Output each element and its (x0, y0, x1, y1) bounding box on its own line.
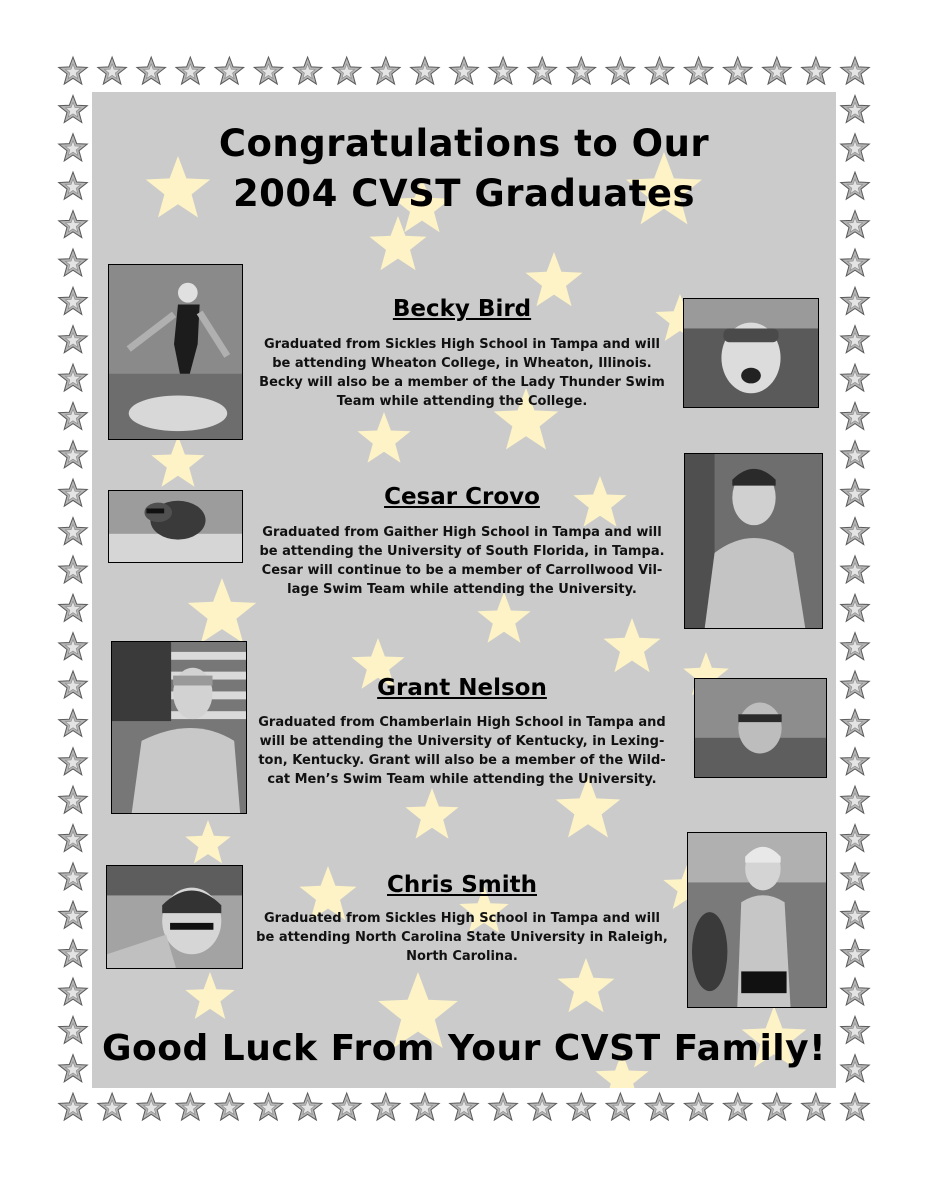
photo-chris-goggles (106, 865, 243, 969)
background-star-icon (185, 820, 231, 863)
background-star-icon (185, 972, 234, 1019)
background-star-icon (558, 958, 615, 1012)
photo-becky-cheering (683, 298, 819, 408)
poster-panel (92, 92, 836, 1088)
photo-cesar-portrait (684, 453, 823, 629)
grad-desc-grant: Graduated from Chamberlain High School in Tampa and will be attending the University of Kentucky, in Lexing- ton, Kentucky. Grant will also be a member of the Wild- cat Men’s Swim Team while attending the University. (258, 715, 666, 787)
background-star-icon (151, 436, 204, 487)
background-star-icon (604, 618, 661, 672)
background-star-icon (370, 216, 427, 270)
photo-cesar-swimming (108, 490, 243, 563)
background-star-icon (477, 592, 530, 643)
grad-desc-becky: Graduated from Sickles High School in Tampa and will be attending Wheaton College, in Wheaton, Illinois. Becky will also be a member of the Lady Thunder Swim Team while attending the College. (259, 337, 665, 409)
grad-desc-cesar: Graduated from Gaither High School in Tampa and will be attending the University of South Florida, in Tampa. Cesar will continue to be a member of Carrollwood Vil- lage Swim Team while attending the University. (259, 525, 665, 597)
background-star-icon (357, 412, 410, 463)
grad-name-becky: Becky Bird (392, 296, 532, 322)
photo-becky-diving (108, 264, 243, 440)
photo-grant-swimming (694, 678, 827, 778)
title-line-1: Congratulations to Our (218, 122, 710, 165)
photo-chris-deck (687, 832, 827, 1008)
photo-grant-flag (111, 641, 247, 814)
grad-name-cesar: Cesar Crovo (384, 484, 540, 510)
background-star-icon (405, 788, 458, 839)
title-line-2: 2004 CVST Graduates (232, 172, 696, 215)
grad-name-chris: Chris Smith (387, 872, 537, 898)
footer-message: Good Luck From Your CVST Family! (101, 1028, 827, 1069)
grad-name-grant: Grant Nelson (377, 675, 547, 701)
grad-desc-chris: Graduated from Sickles High School in Tampa and will be attending North Carolina State University in Raleigh, North Carolina. (256, 911, 668, 964)
